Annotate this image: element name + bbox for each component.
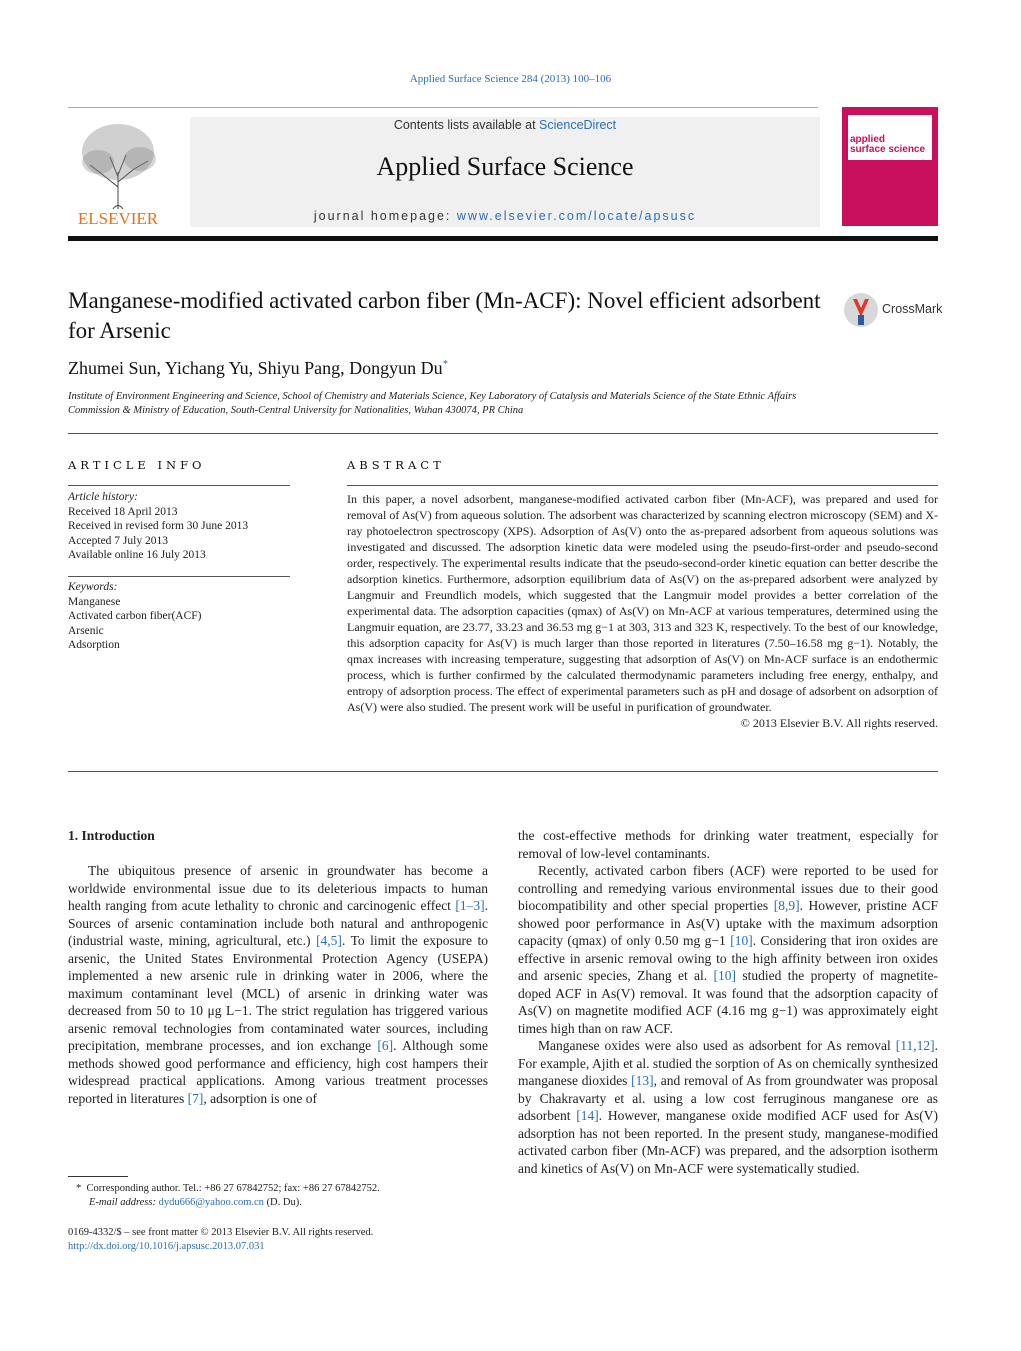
homepage-prefix: journal homepage: [313, 209, 457, 223]
homepage-link[interactable]: www.elsevier.com/locate/apsusc [456, 209, 697, 223]
authors-text: Zhumei Sun, Yichang Yu, Shiyu Pang, Dongyun Du [68, 358, 443, 378]
corresponding-text: Corresponding author. Tel.: +86 27 67842752; fax: +86 27 67842752. [86, 1183, 380, 1194]
publication-info [68, 1226, 508, 1254]
section-heading-introduction: 1. Introduction [68, 828, 155, 843]
crossmark-badge[interactable] [842, 291, 942, 329]
citation-link[interactable]: [11,12] [895, 1038, 935, 1053]
footnote-mark: * [76, 1183, 82, 1194]
text-run: Recently, activated carbon fibers (ACF) were reported to be used for controlling and remedying various environmental issues due to their good biocompatibility and other special properties [518, 863, 938, 913]
citation-link[interactable]: [10] [730, 933, 753, 948]
text-run: . Sources of arsenic contamination include both natural and anthropogenic (industrial waste, mining, agricultural, etc.) [68, 898, 488, 948]
abstract-rule [347, 485, 938, 486]
article-history [68, 490, 290, 563]
citation-link[interactable]: [13] [631, 1073, 654, 1088]
abstract-heading: ABSTRACT [347, 458, 445, 472]
text-run: . Although some methods showed good performance and efficiency, high cost hampers their widespread practical applications. Among various treatment processes reported in literatures [68, 1038, 488, 1106]
citation-link[interactable]: [6] [377, 1038, 394, 1053]
citation-link[interactable]: [4,5] [316, 933, 342, 948]
keyword-item: Manganese [68, 595, 121, 608]
history-item: Available online 16 July 2013 [68, 549, 206, 561]
history-item: Received in revised form 30 June 2013 [68, 520, 249, 532]
keywords [68, 580, 290, 653]
article-info-heading: ARTICLE INFO [68, 458, 206, 472]
citation-link[interactable]: [10] [713, 968, 737, 983]
history-item: Accepted 7 July 2013 [68, 534, 168, 547]
intro-right-column [518, 827, 938, 1177]
citation-link[interactable]: [14] [576, 1108, 599, 1123]
text-run: studied the property of magnetite-doped ACF in As(V) removal. It was found that the adsorption capacity of As(V) on magnetite modified ACF (4.16 mg g−1) was approximately eight times high than on raw ACF. [518, 968, 938, 1036]
contents-prefix: Contents lists available at [393, 118, 540, 132]
keywords-label: Keywords: [68, 581, 118, 593]
paragraph [68, 862, 488, 1107]
citation-link[interactable]: [8,9] [773, 898, 800, 913]
abstract-divider [68, 771, 938, 772]
homepage-line [190, 209, 820, 223]
copyright: © 2013 Elsevier B.V. All rights reserved. [740, 716, 938, 730]
crossmark-icon [842, 291, 880, 329]
contents-line [190, 118, 820, 132]
header-divider [68, 107, 818, 108]
keyword-item: Arsenic [68, 624, 104, 637]
citation-link[interactable]: [1–3] [455, 898, 485, 913]
text-run: . However, manganese oxide modified ACF used for As(V) adsorption has not been reported. In the present study, manganese-modified activated carbon fiber (Mn-ACF) was prepared, and the adsorption isotherm and kinetics of As(V) on Mn-ACF were systematically studied. [518, 1108, 938, 1176]
author-footnote-mark[interactable]: * [442, 358, 449, 370]
doi-link[interactable]: http://dx.doi.org/10.1016/j.apsusc.2013.07.031 [68, 1241, 265, 1252]
text-run: , and removal of As from groundwater was proposal by Chakravarty et al. using a low cost ferruginous manganese ore as adsorbent [518, 1073, 938, 1123]
paragraph [518, 1037, 938, 1177]
email-label: E-mail address: [89, 1197, 159, 1208]
cover-title [850, 135, 925, 155]
email-link[interactable]: dydu666@yahoo.com.cn [158, 1197, 264, 1208]
elsevier-wordmark: ELSEVIER [77, 209, 159, 228]
paragraph: the cost-effective methods for drinking water treatment, especially for removal of low-level contaminants. [518, 828, 938, 861]
footnote-rule [68, 1176, 128, 1177]
crossmark-label: CrossMark [882, 302, 943, 316]
article-info-rule [68, 485, 290, 486]
intro-left-column [68, 862, 488, 1107]
journal-reference[interactable]: Applied Surface Science 284 (2013) 100–106 [409, 73, 612, 85]
keyword-item: Adsorption [68, 639, 120, 651]
journal-title: Applied Surface Science [376, 152, 634, 181]
affiliation: Institute of Environment Engineering and Science, School of Chemistry and Materials Science, Key Laboratory of Catalysis and Materials Science of the State Ethnic Affairs Commission & Ministry of Education, South-Central University for Nationalities, Wuhan 430074, PR China [68, 391, 797, 416]
keyword-item: Activated carbon fiber(ACF) [68, 610, 202, 622]
text-run: . Considering that iron oxides are effective in arsenic removal owing to the high affinity between iron oxides and arsenic species, Zhang et al. [518, 933, 938, 983]
cover-line2: surface science [850, 144, 926, 155]
header-rule [68, 236, 938, 241]
text-run: The ubiquitous presence of arsenic in groundwater has become a worldwide environmental issue due to its deleterious impacts to human health ranging from acute lethality to chronic and carcinogenic effect [68, 863, 488, 913]
sciencedirect-link[interactable]: ScienceDirect [539, 118, 617, 132]
abstract-text: In this paper, a novel adsorbent, manganese-modified activated carbon fiber (Mn-ACF), was prepared and used for removal of As(V) from aqueous solution. The adsorbent was characterized by scanning electron microscopy (SEM) and X-ray photoelectron spectroscopy (XPS). Adsorption of As(V) onto the as-prepared adsorbent from aqueous solutions was investigated and discussed. The adsorption kinetic data were modeled using the pseudo-first-order and pseudo-second order, respectively. The experimental results indicate that the pseudo-second-order kinetic equation can better describe the adsorption kinetics. Furthermore, adsorption equilibrium data of As(V) on the as-prepared adsorbent were analyzed by Langmuir and Freundlich models, which suggested that the Langmuir model provides a better correlation of the experimental data. The adsorption capacities (qmax) of As(V) on Mn-ACF at various temperatures, determined using the Langmuir equation, are 23.77, 33.23 and 36.53 mg g−1 at 303, 313 and 323 K, respectively. To the best of our knowledge, this adsorption capacity for As(V) is much larger than those reported in literatures (7.50–16.58 mg g−1). Notably, the qmax increases with increasing temperature, suggesting that adsorption of As(V) on Mn-ACF surface is an endothermic process, which is further confirmed by the calculated thermodynamic parameters including free energy, enthalpy, and entropy of adsorption process. The effect of experimental parameters such as pH and dosage of adsorbent on adsorption of As(V) were also studied. The present work will be useful in purification of groundwater. [347, 492, 938, 714]
elsevier-logo [68, 117, 168, 227]
footnote-line [76, 1182, 496, 1196]
email-line [76, 1196, 496, 1210]
text-run: , adsorption is one of [203, 1090, 317, 1106]
issn-line: 0169-4332/$ – see front matter © 2013 Elsevier B.V. All rights reserved. [68, 1227, 374, 1238]
affiliation-divider [68, 433, 938, 434]
cover-line1: applied [850, 134, 886, 145]
text-run: . For example, Ajith et al. studied the sorption of As on chemically synthesized manganese dioxides [518, 1038, 938, 1088]
text-run: . To limit the exposure to arsenic, the United States Environmental Protection Agency (USEPA) implemented a new arsenic rule in drinking water in 2006, where the maximum contaminant level (MCL) of arsenic in drinking water was decreased from 50 to 10 μg L−1. The strict regulation has triggered various arsenic removal technologies from contaminated water sources, including precipitation, membrane processes, and ion exchange [68, 933, 488, 1053]
author-list [68, 358, 448, 379]
corresponding-footnote [76, 1182, 496, 1210]
text-run: . However, pristine ACF showed poor performance in As(V) uptake with the maximum adsorption capacity (qmax) of only 0.50 mg g−1 [518, 898, 938, 948]
citation-link[interactable]: [7] [187, 1090, 204, 1106]
paragraph [518, 862, 938, 1037]
keywords-rule [68, 576, 290, 577]
text-run: Manganese oxides were also used as adsorbent for As removal [538, 1038, 896, 1053]
abstract-body [347, 491, 938, 731]
email-suffix: (D. Du). [263, 1197, 302, 1208]
article-title: Manganese-modified activated carbon fiber (Mn-ACF): Novel efficient adsorbent for Arsenic [68, 288, 821, 343]
history-label: Article history: [68, 491, 138, 503]
journal-cover [842, 107, 938, 226]
history-item: Received 18 April 2013 [68, 505, 178, 518]
